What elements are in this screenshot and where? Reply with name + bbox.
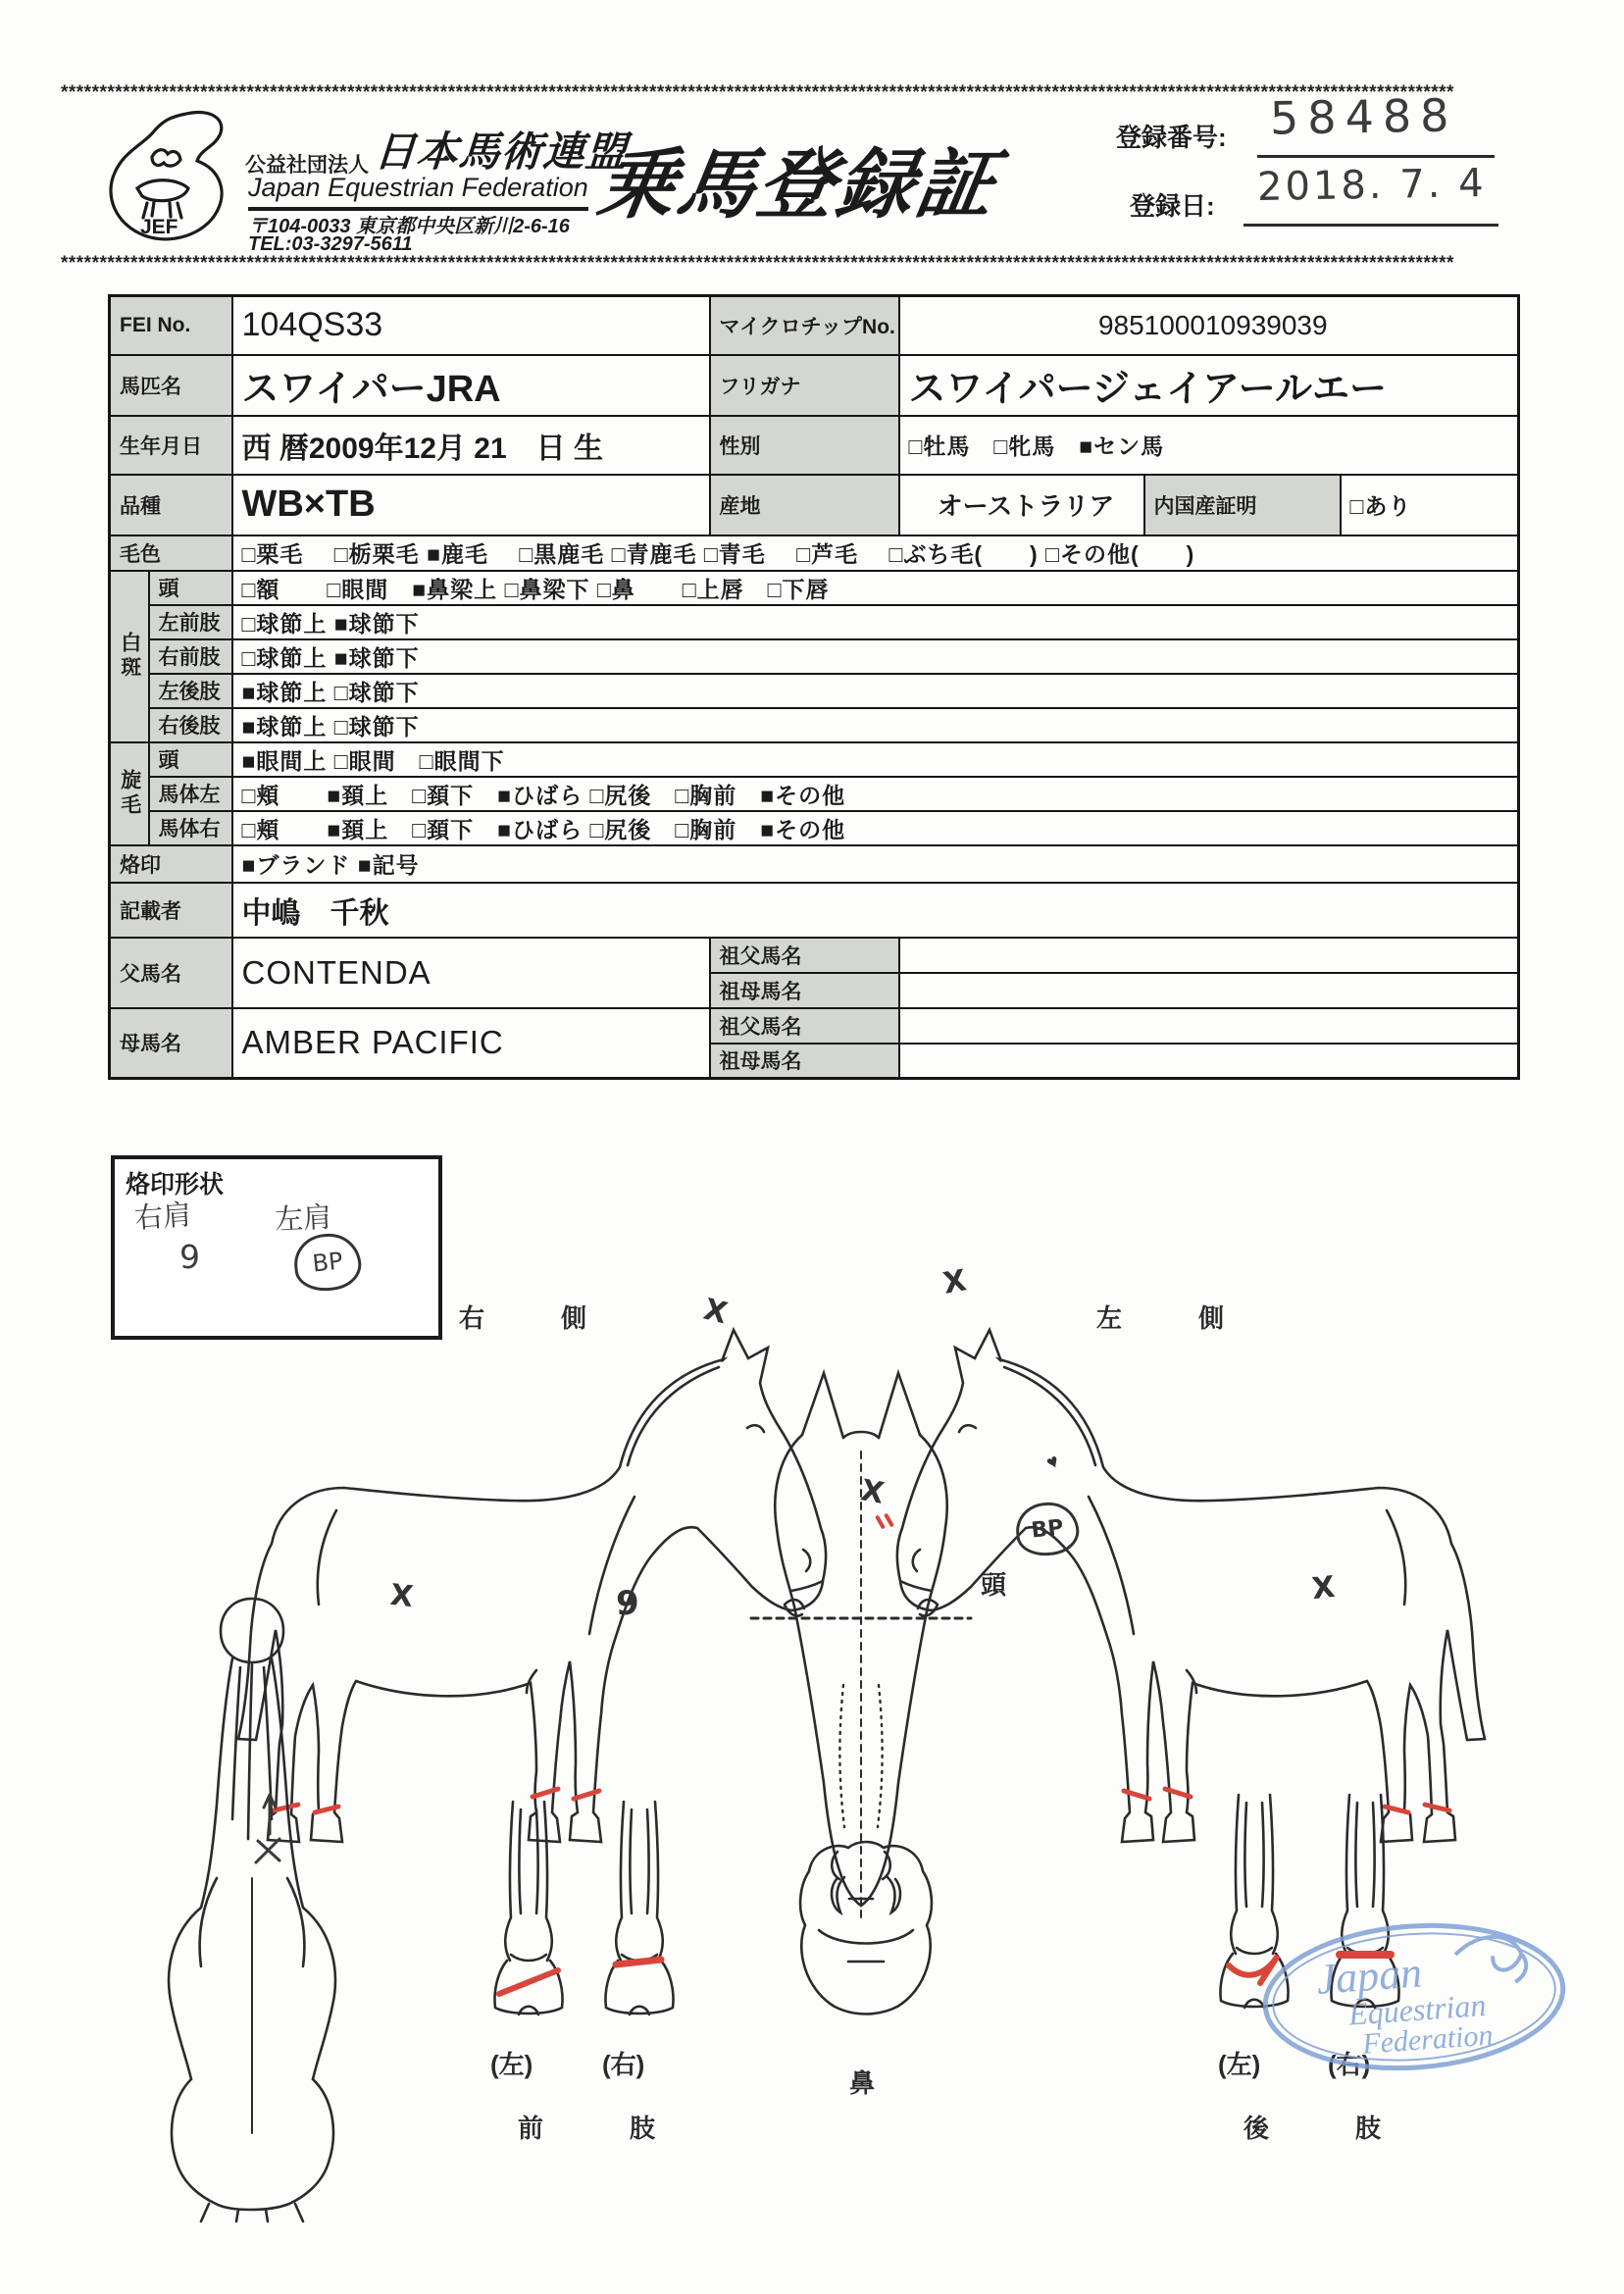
org-name: 日本馬術連盟 xyxy=(373,128,630,175)
nose-nostril-left xyxy=(832,1877,844,1912)
topview-neck-left xyxy=(201,1658,232,1908)
hind-left-label: (左) xyxy=(1218,2050,1261,2079)
front-limb-label-a: 前 xyxy=(518,2114,544,2143)
hakuhan-rf-options: □球節上 ■球節下 xyxy=(232,639,1519,674)
origin-value: オーストラリア xyxy=(899,475,1144,535)
hakuhan-lh-label: 左後肢 xyxy=(149,674,232,708)
head-label: 頭 xyxy=(981,1570,1007,1600)
table-row xyxy=(110,355,1519,416)
topview-neck-right xyxy=(272,1658,303,1908)
dam-granddam-value xyxy=(899,1044,1519,1079)
heart-mark-left-horse-neck: ♥ xyxy=(1042,1450,1063,1475)
recorder-label: 記載者 xyxy=(110,883,232,938)
coat-color-options: □栗毛 □栃栗毛 ■鹿毛 □黒鹿毛 □青鹿毛 □青毛 □芦毛 □ぶち毛( ) □その他( ) xyxy=(232,535,1519,571)
sex-options: □牡馬 □牝馬 ■セン馬 xyxy=(899,416,1519,475)
reg-date-value: 2018. 7. 4 xyxy=(1256,160,1487,211)
birthdate-value: 西 暦2009年12月 21 日 生 xyxy=(232,416,710,475)
front-left-leg-diagram xyxy=(485,1798,574,2043)
asterisk-separator-top: ************************************************************************************************************************************************************************************ xyxy=(61,82,1454,102)
white-markings-label: 白斑 xyxy=(110,571,149,742)
reg-no-underline xyxy=(1257,155,1495,158)
table-row xyxy=(110,777,1519,811)
stamp-line1: Japan xyxy=(1314,1948,1424,2004)
hakuhan-lf-label: 左前肢 xyxy=(149,605,232,639)
x-mark-left-horse-crest: X xyxy=(940,1263,970,1301)
federation-stamp xyxy=(1251,1900,1576,2093)
x-mark-right-horse-hip: X xyxy=(388,1577,415,1615)
head-forehead-line xyxy=(843,1432,879,1438)
table-row xyxy=(110,639,1519,674)
hind-limb-label-a: 後 xyxy=(1243,2114,1270,2143)
right-side-label: 右 側 xyxy=(459,1303,613,1333)
table-row xyxy=(110,605,1519,639)
topview-hindlegs xyxy=(201,2204,303,2221)
hakuhan-rh-label: 右後肢 xyxy=(149,708,232,742)
dam-label: 母馬名 xyxy=(110,1008,232,1079)
right-shoulder-label-handwritten: 右肩 xyxy=(132,1198,193,1235)
front-right-label: (右) xyxy=(602,2050,645,2079)
senmou-left-label: 馬体左 xyxy=(149,777,232,811)
topview-mane-lines xyxy=(232,1664,272,1839)
jef-logo xyxy=(93,108,240,245)
brand-label: 烙印 xyxy=(110,845,232,883)
hakuhan-head-options: □額 □眼間 ■鼻梁上 □鼻梁下 □鼻 □上唇 □下唇 xyxy=(232,571,1519,605)
org-tel: TEL:03-3297-5611 xyxy=(248,233,413,255)
coat-color-label: 毛色 xyxy=(110,535,232,571)
front-right-leg-diagram xyxy=(596,1798,685,2043)
stamp-line2: Equestrian xyxy=(1346,1986,1488,2032)
topview-shoulder-right xyxy=(287,1878,304,1966)
dam-grandsire-label: 祖父馬名 xyxy=(710,1008,899,1044)
org-name-en: Japan Equestrian Federation xyxy=(248,173,588,211)
fei-label: FEI No. xyxy=(110,296,232,355)
asterisk-separator-mid: ************************************************************************************************************************************************************************************ xyxy=(61,253,1454,273)
red-mark-front-left xyxy=(499,1970,558,1994)
table-row xyxy=(110,416,1519,475)
table-row xyxy=(110,938,1519,973)
furigana-label: フリガナ xyxy=(710,355,899,416)
reg-date-underline xyxy=(1243,224,1498,227)
dam-value: AMBER PACIFIC xyxy=(232,1008,710,1079)
table-row xyxy=(110,811,1519,845)
topview-arrow-x-mark xyxy=(256,1795,279,1862)
org-name-line xyxy=(245,120,628,178)
table-row xyxy=(110,845,1519,883)
senmou-right-label: 馬体右 xyxy=(149,811,232,845)
sire-grandsire-label: 祖父馬名 xyxy=(710,938,899,973)
senmou-left-options: □頬 ■頚上 □頚下 ■ひばら □尻後 □胸前 ■その他 xyxy=(232,777,1519,811)
dam-granddam-label: 祖母馬名 xyxy=(710,1044,899,1079)
hakuhan-rf-label: 右前肢 xyxy=(149,639,232,674)
breed-label: 品種 xyxy=(110,475,232,535)
left-shoulder-label-handwritten: 左肩 xyxy=(274,1199,332,1237)
senmou-right-options: □頬 ■頚上 □頚下 ■ひばら □尻後 □胸前 ■その他 xyxy=(232,811,1519,845)
x-mark-right-horse-crest: X xyxy=(700,1292,732,1332)
topview-shoulder-left xyxy=(200,1878,217,1966)
table-row xyxy=(110,475,1519,535)
x-mark-head-front: X xyxy=(858,1473,888,1511)
jef-logo-text: JEF xyxy=(140,216,178,238)
senmou-head-label: 頭 xyxy=(149,742,232,777)
reg-date-label: 登録日: xyxy=(1130,191,1215,221)
nose-nostril-right xyxy=(888,1877,900,1912)
head-left-ear xyxy=(802,1373,843,1438)
breed-value: WB×TB xyxy=(232,475,710,535)
sire-granddam-value xyxy=(899,973,1519,1008)
topview-barrel-right xyxy=(303,1908,335,2079)
head-nasal-dotted-right xyxy=(878,1685,883,1827)
hakuhan-head-label: 頭 xyxy=(149,571,232,605)
recorder-value: 中嶋 千秋 xyxy=(232,883,1519,938)
head-right-ear xyxy=(879,1373,920,1438)
document-title: 乗馬登録証 xyxy=(592,141,1004,228)
stamp-line3: Federation xyxy=(1361,2018,1495,2061)
sex-label: 性別 xyxy=(710,416,899,475)
table-row xyxy=(110,535,1519,571)
origin-label: 産地 xyxy=(710,475,899,535)
topview-head xyxy=(221,1599,283,1662)
dam-grandsire-value xyxy=(899,1008,1519,1044)
table-row xyxy=(110,883,1519,938)
furigana-value: スワイパージェイアールエー xyxy=(899,355,1519,416)
hakuhan-rh-options: ■球節上 □球節下 xyxy=(232,708,1519,742)
sire-grandsire-value xyxy=(899,938,1519,973)
front-limb-label-b: 肢 xyxy=(630,2114,656,2143)
table-row xyxy=(110,571,1519,605)
fei-value: 104QS33 xyxy=(232,296,710,355)
rider-sketch xyxy=(152,150,180,166)
horse-name-label: 馬匹名 xyxy=(110,355,232,416)
horse-name-value: スワイパーJRA xyxy=(232,355,710,416)
org-address: 〒104-0033 東京都中央区新川2-6-16 xyxy=(248,216,570,237)
microchip-value: 985100010939039 xyxy=(899,296,1519,355)
org-type: 公益社団法人 xyxy=(245,154,369,177)
x-mark-left-horse-hip: X xyxy=(1310,1569,1337,1607)
whorl-label: 旋毛 xyxy=(110,742,149,845)
horse-top-view-diagram xyxy=(123,1584,382,2221)
brand-shape-title: 烙印形状 xyxy=(126,1171,225,1198)
hind-limb-label-b: 肢 xyxy=(1355,2114,1382,2143)
brand-bp-mark-left-horse: BP xyxy=(1013,1500,1081,1558)
topview-barrel-left xyxy=(169,1908,201,2079)
hind-right-label: (右) xyxy=(1328,2050,1371,2079)
microchip-label: マイクロチップNo. xyxy=(710,296,899,355)
table-row xyxy=(110,1008,1519,1044)
reg-no-value: 58488 xyxy=(1269,88,1458,145)
nose-label: 鼻 xyxy=(849,2068,876,2098)
brand-9-mark-right-horse: 9 xyxy=(616,1584,639,1623)
left-side-label: 左 側 xyxy=(1096,1303,1250,1333)
head-nasal-dotted-left xyxy=(839,1685,844,1827)
horse-sketch xyxy=(137,180,188,218)
domestic-cert-option: □あり xyxy=(1341,475,1519,535)
nose-crease xyxy=(819,1930,913,1944)
nose-diagram xyxy=(780,1832,951,2028)
sire-value: CONTENDA xyxy=(232,938,710,1008)
domestic-cert-label: 内国産証明 xyxy=(1144,475,1341,535)
birthdate-label: 生年月日 xyxy=(110,416,232,475)
sire-granddam-label: 祖母馬名 xyxy=(710,973,899,1008)
registration-table xyxy=(108,294,1520,1080)
sire-label: 父馬名 xyxy=(110,938,232,1008)
right-shoulder-brand-value: 9 xyxy=(179,1238,200,1276)
hakuhan-lh-options: ■球節上 □球節下 xyxy=(232,674,1519,708)
hakuhan-lf-options: □球節上 ■球節下 xyxy=(232,605,1519,639)
front-left-label: (左) xyxy=(490,2050,533,2079)
brand-options: ■ブランド ■記号 xyxy=(232,845,1519,883)
reg-no-label: 登録番号: xyxy=(1116,123,1227,152)
table-row xyxy=(110,674,1519,708)
table-row xyxy=(110,708,1519,742)
red-mark-front-right xyxy=(616,1960,661,1964)
senmou-head-options: ■眼間上 □眼間 □眼間下 xyxy=(232,742,1519,777)
nose-outline xyxy=(800,1842,932,2014)
table-row xyxy=(110,296,1519,355)
table-row xyxy=(110,742,1519,777)
left-shoulder-brand-value: BP xyxy=(291,1231,364,1295)
